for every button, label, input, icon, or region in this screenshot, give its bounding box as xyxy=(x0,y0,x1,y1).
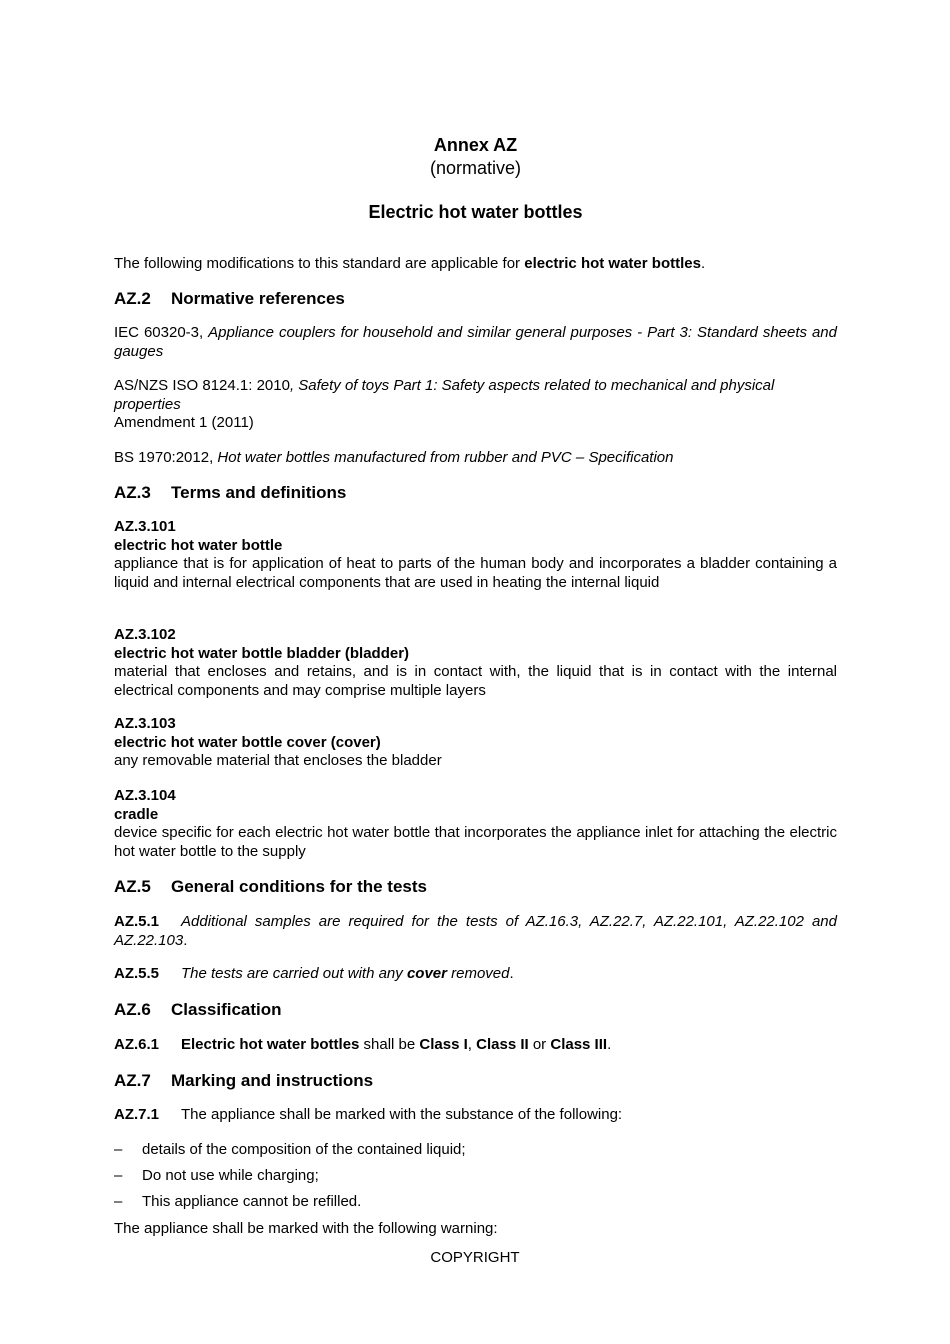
list-item: – This appliance cannot be refilled. xyxy=(114,1193,362,1210)
section-heading-az5: AZ.5 General conditions for the tests xyxy=(114,877,427,896)
definition-az3-102: AZ.3.102 electric hot water bottle bladder (bladder) material that encloses and retains, and is in contact with, the liquid that is in contact with the internal electrical components and may comprise multiple layers xyxy=(114,626,837,700)
clause-az5-1: AZ.5.1 Additional samples are required for the tests of AZ.16.3, AZ.22.7, AZ.22.101, AZ.22.102 and AZ.22.103. xyxy=(114,913,837,949)
list-item: – Do not use while charging; xyxy=(114,1167,319,1184)
intro-paragraph: The following modifications to this standard are applicable for electric hot water bottles. xyxy=(114,255,706,272)
clause-az5-5: AZ.5.5 The tests are carried out with any cover removed. xyxy=(114,965,514,982)
document-title: Electric hot water bottles xyxy=(368,202,583,222)
section-heading-az2: AZ.2 Normative references xyxy=(114,289,345,308)
reference-as-nzs-8124: AS/NZS ISO 8124.1: 2010, Safety of toys Part 1: Safety aspects related to mechanical and physical properties Amendment 1 (2011) xyxy=(114,377,775,432)
annex-subtitle: (normative) xyxy=(429,158,522,178)
annex-title: Annex AZ xyxy=(433,135,518,155)
copyright-footer: COPYRIGHT xyxy=(430,1249,520,1266)
section-heading-az3: AZ.3 Terms and definitions xyxy=(114,483,347,502)
section-heading-az6: AZ.6 Classification xyxy=(114,1000,282,1019)
section-heading-az7: AZ.7 Marking and instructions xyxy=(114,1071,374,1090)
clause-az7-1: AZ.7.1 The appliance shall be marked with the substance of the following: xyxy=(114,1106,623,1123)
definition-az3-101: AZ.3.101 electric hot water bottle appliance that is for application of heat to parts of the human body and incorporates a bladder containing a liquid and internal electrical components that are used in heating the internal liquid xyxy=(114,518,837,592)
definition-az3-104: AZ.3.104 cradle device specific for each electric hot water bottle that incorporates the appliance inlet for attaching the electric hot water bottle to the supply xyxy=(114,787,837,861)
list-item: – details of the composition of the contained liquid; xyxy=(114,1141,466,1158)
reference-iec-60320: IEC 60320-3, Appliance couplers for household and similar general purposes - Part 3: Standard sheets and gauges xyxy=(114,324,837,360)
definition-az3-103: AZ.3.103 electric hot water bottle cover (cover) any removable material that encloses the bladder xyxy=(114,715,442,770)
clause-az6-1: AZ.6.1 Electric hot water bottles shall be Class I, Class II or Class III. xyxy=(114,1036,612,1053)
reference-bs-1970: BS 1970:2012, Hot water bottles manufactured from rubber and PVC – Specification xyxy=(114,449,674,466)
warning-intro: The appliance shall be marked with the following warning: xyxy=(114,1220,498,1237)
